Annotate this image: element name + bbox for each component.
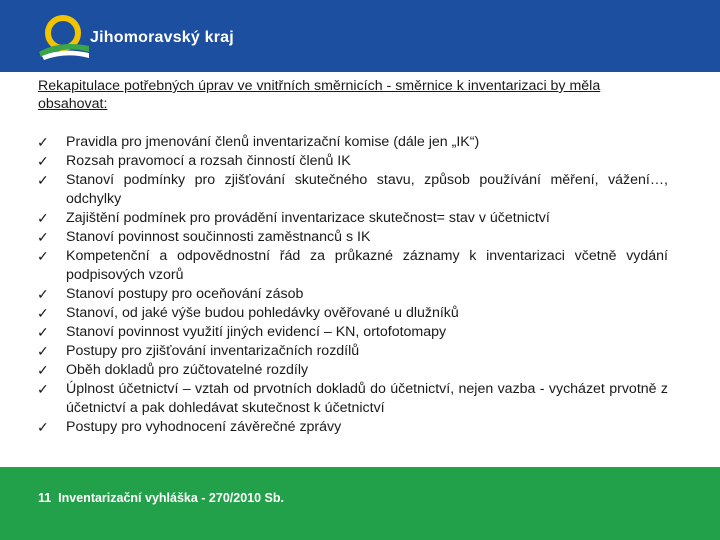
- checkmark-icon: ✓: [37, 419, 49, 435]
- header-bar: [0, 0, 720, 72]
- footer-caption: [38, 491, 284, 505]
- list-item: [36, 418, 668, 437]
- list-item-text: Kompetenční a odpovědnostní řád za průkazné záznamy k inventarizaci včetně vydání podpisových vzorů: [66, 248, 668, 283]
- page-number: 11: [38, 491, 52, 505]
- list-item: [36, 342, 668, 361]
- intro-heading: Rekapitulace potřebných úprav ve vnitřních směrnicích - směrnice k inventarizaci by měla obsahovat:: [38, 78, 601, 112]
- checkmark-icon: ✓: [37, 172, 49, 188]
- list-item-text: Zajištění podmínek pro provádění inventarizace skutečnost= stav v účetnictví: [66, 210, 550, 226]
- list-item: [36, 285, 668, 304]
- list-item: [36, 228, 668, 247]
- list-item: [36, 247, 668, 285]
- list-item-text: Úplnost účetnictví – vztah od prvotních dokladů do účetnictví, nejen vazba - vycházet prvotně z účetnictví a pak dohledávat skutečnost k účetnictví: [66, 381, 668, 416]
- checkmark-icon: ✓: [37, 343, 49, 359]
- brand-name: Jihomoravský kraj: [90, 29, 234, 46]
- checkmark-icon: ✓: [37, 286, 49, 302]
- list-item: [36, 304, 668, 323]
- list-item-text: Stanoví, od jaké výše budou pohledávky ověřované u dlužníků: [66, 305, 459, 321]
- list-item-text: Postupy pro vyhodnocení závěrečné zprávy: [66, 419, 342, 435]
- list-item-text: Postupy pro zjišťování inventarizačních rozdílů: [66, 343, 360, 359]
- list-item: [36, 323, 668, 342]
- list-item-text: Stanoví postupy pro oceňování zásob: [66, 286, 304, 302]
- list-item: [36, 380, 668, 418]
- list-item-text: Pravidla pro jmenování členů inventarizační komise (dále jen „IK“): [66, 134, 480, 150]
- list-item-text: Stanoví podmínky pro zjišťování skutečného stavu, způsob používání měření, vážení…, odchylky: [66, 172, 668, 207]
- list-item: [36, 133, 668, 152]
- list-item: [36, 209, 668, 228]
- list-item: [36, 152, 668, 171]
- list-item: [36, 171, 668, 209]
- list-item: [36, 361, 668, 380]
- footer-title: Inventarizační vyhláška - 270/2010 Sb.: [58, 491, 284, 505]
- checkmark-icon: ✓: [37, 134, 49, 150]
- list-item-text: Stanoví povinnost využití jiných evidencí – KN, ortofotomapy: [66, 324, 447, 340]
- list-item-text: Oběh dokladů pro zúčtovatelné rozdíly: [66, 362, 309, 378]
- checkmark-icon: ✓: [37, 248, 49, 264]
- footer-bar: [0, 467, 720, 540]
- checkmark-icon: ✓: [37, 381, 49, 397]
- checkmark-icon: ✓: [37, 324, 49, 340]
- list-item-text: Rozsah pravomocí a rozsah činností členů IK: [66, 153, 351, 169]
- checkmark-icon: ✓: [37, 305, 49, 321]
- checkmark-icon: ✓: [37, 210, 49, 226]
- list-item-text: Stanoví povinnost součinnosti zaměstnanců s IK: [66, 229, 371, 245]
- checkmark-icon: ✓: [37, 362, 49, 378]
- jihomoravsky-kraj-logo-icon: [38, 12, 90, 60]
- requirements-list: [36, 133, 668, 437]
- checkmark-icon: ✓: [37, 153, 49, 169]
- checkmark-icon: ✓: [37, 229, 49, 245]
